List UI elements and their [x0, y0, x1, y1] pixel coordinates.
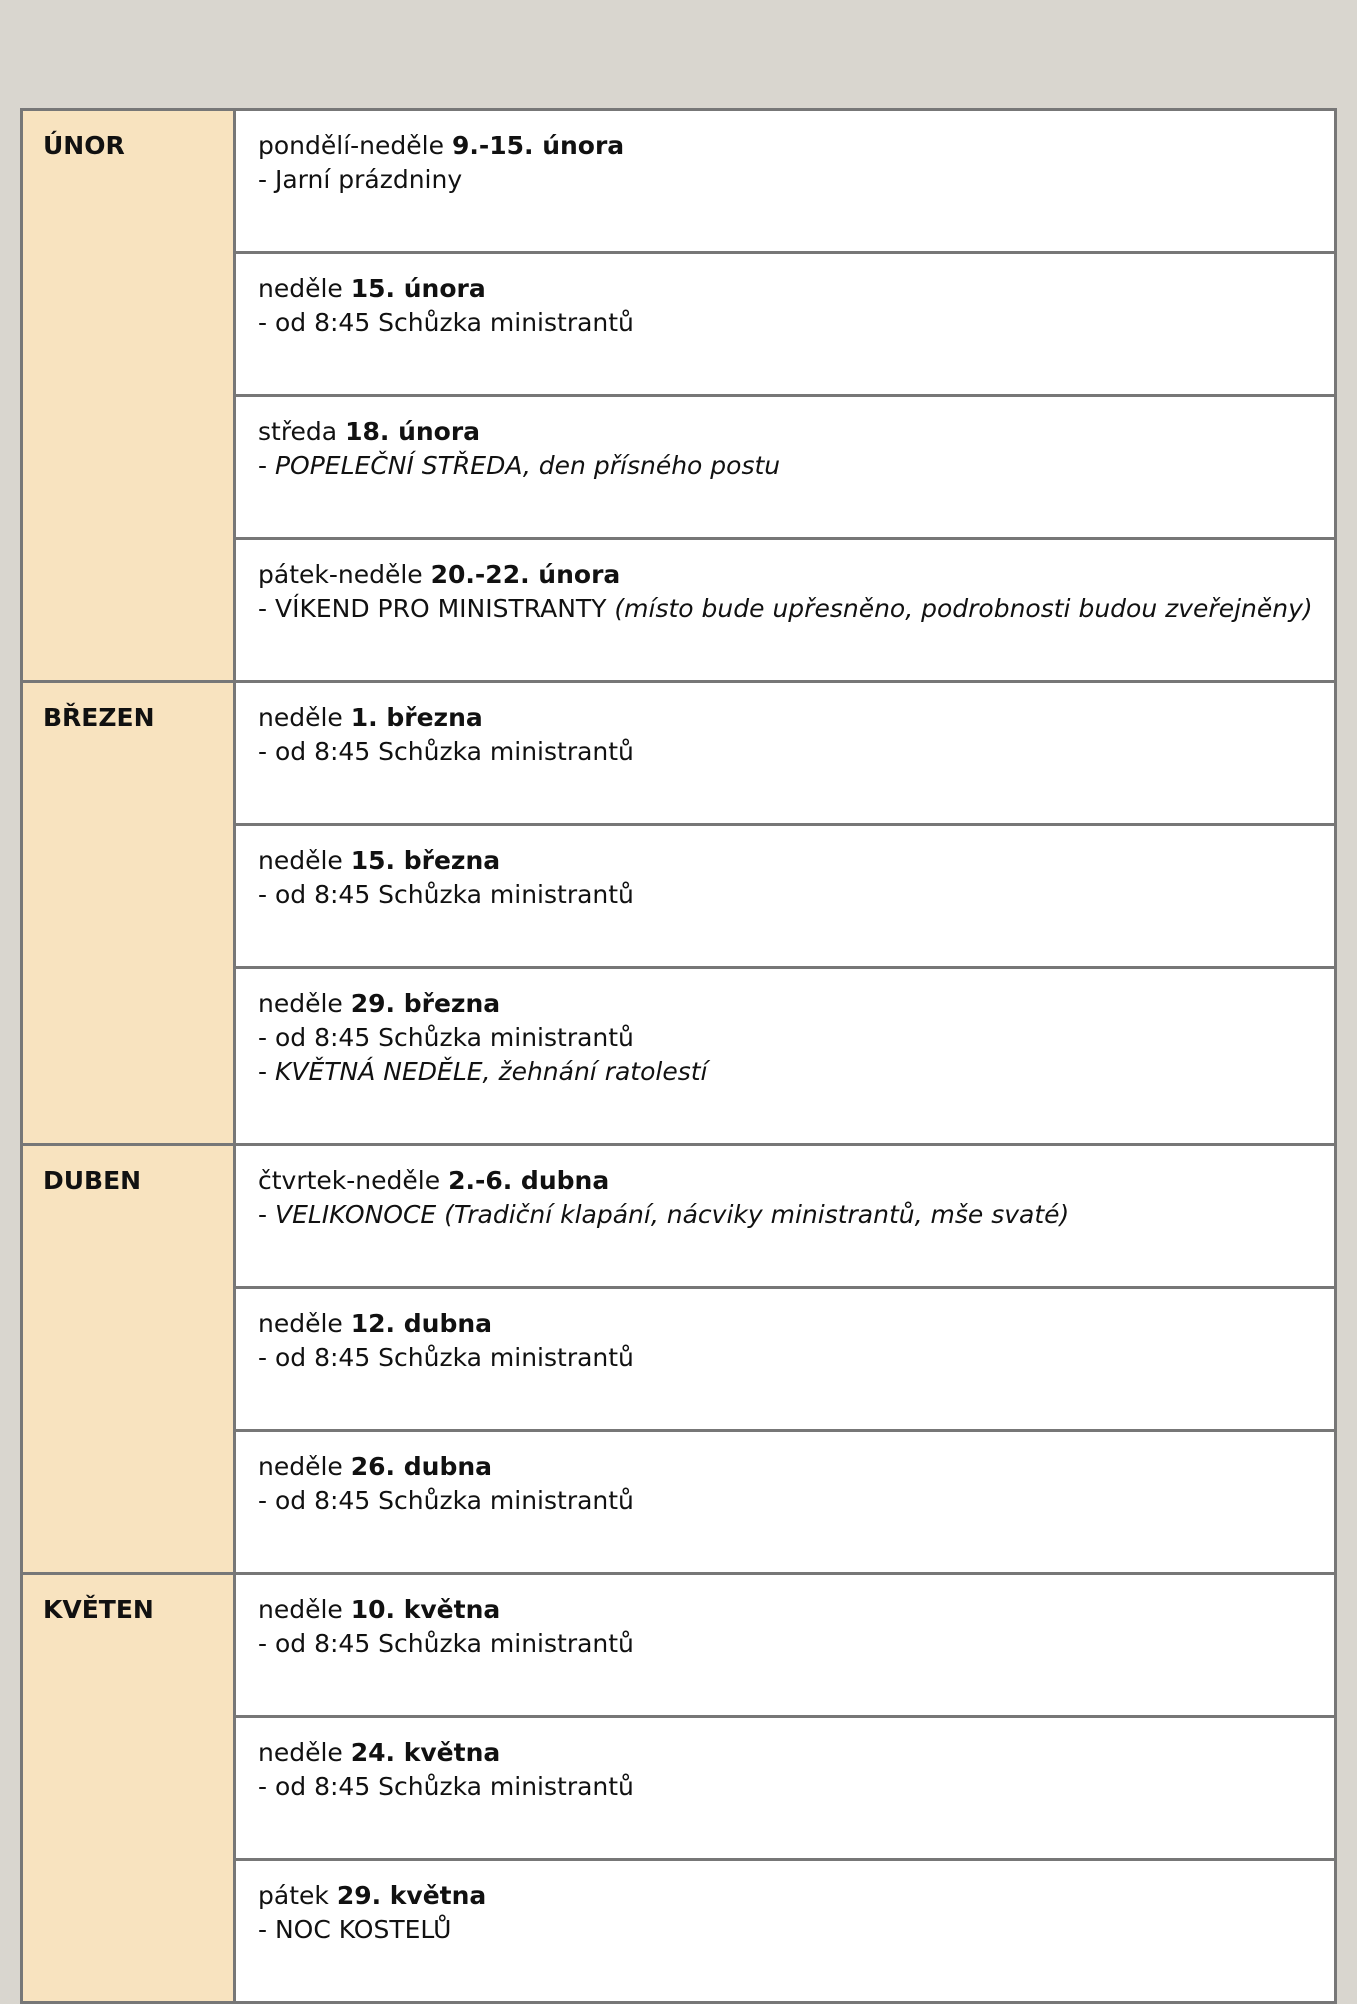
event-description [258, 735, 1314, 769]
event-date: 12. dubna [350, 1309, 493, 1338]
event-day-prefix: neděle [258, 1595, 343, 1624]
event-date-line [258, 844, 1314, 878]
event-date: 18. února [345, 417, 481, 446]
event-description [258, 1341, 1314, 1375]
schedule-row [22, 682, 1336, 825]
event-day-prefix: čtvrtek-neděle [258, 1166, 441, 1195]
event-date-line [258, 1736, 1314, 1770]
event-description [258, 1770, 1314, 1804]
event-day-prefix: neděle [258, 274, 343, 303]
event-cell [235, 682, 1336, 825]
event-description-text: - [258, 1200, 275, 1229]
event-description-note: (místo bude upřesněno, podrobnosti budou zveřejněny) [614, 594, 1313, 623]
event-description-note: KVĚTNÁ NEDĚLE, žehnání ratolestí [274, 1057, 708, 1086]
event-description-text: - [258, 451, 275, 480]
event-description-text: - [258, 1057, 275, 1086]
event-description-text: - od 8:45 Schůzka ministrantů [258, 880, 634, 909]
event-date-line [258, 1307, 1314, 1341]
event-date: 20.-22. února [430, 560, 621, 589]
event-cell [235, 1574, 1336, 1717]
event-description-text: - od 8:45 Schůzka ministrantů [258, 1772, 634, 1801]
event-cell [235, 110, 1336, 253]
schedule-body [22, 110, 1336, 2003]
event-cell [235, 825, 1336, 968]
event-description [258, 163, 1314, 197]
event-cell [235, 1717, 1336, 1860]
event-description [258, 878, 1314, 912]
event-cell [235, 1860, 1336, 2003]
event-description-text: - VÍKEND PRO MINISTRANTY [258, 594, 615, 623]
event-day-prefix: neděle [258, 989, 343, 1018]
event-cell [235, 1431, 1336, 1574]
event-date-line [258, 701, 1314, 735]
event-date-line [258, 1450, 1314, 1484]
event-date-line [258, 272, 1314, 306]
event-description-text: - od 8:45 Schůzka ministrantů [258, 1023, 634, 1052]
event-description [258, 306, 1314, 340]
event-cell [235, 1288, 1336, 1431]
event-date-line [258, 987, 1314, 1021]
event-date: 15. března [350, 846, 501, 875]
event-description [258, 1055, 1314, 1089]
event-cell [235, 1145, 1336, 1288]
event-cell [235, 396, 1336, 539]
event-day-prefix: neděle [258, 703, 343, 732]
event-description-text: - Jarní prázdniny [258, 165, 463, 194]
event-cell [235, 968, 1336, 1145]
event-date: 29. března [350, 989, 501, 1018]
event-day-prefix: neděle [258, 1452, 343, 1481]
schedule-row [22, 1145, 1336, 1288]
event-description-text: - NOC KOSTELŮ [258, 1915, 452, 1944]
event-day-prefix: středa [258, 417, 338, 446]
event-description-note: POPELEČNÍ STŘEDA, den přísného postu [274, 451, 781, 480]
event-date: 2.-6. dubna [448, 1166, 610, 1195]
event-description [258, 449, 1314, 483]
event-description-text: - od 8:45 Schůzka ministrantů [258, 1486, 634, 1515]
event-date: 9.-15. února [451, 131, 625, 160]
event-description [258, 1198, 1314, 1232]
event-description [258, 592, 1314, 626]
event-day-prefix: neděle [258, 1309, 343, 1338]
month-label: BŘEZEN [22, 682, 235, 1145]
event-description [258, 1913, 1314, 1947]
event-description-text: - od 8:45 Schůzka ministrantů [258, 1629, 634, 1658]
event-date: 15. února [350, 274, 486, 303]
month-label: ÚNOR [22, 110, 235, 682]
event-day-prefix: pátek-neděle [258, 560, 423, 589]
month-label: DUBEN [22, 1145, 235, 1574]
event-date: 24. května [350, 1738, 501, 1767]
schedule-row [22, 1574, 1336, 1717]
event-date-line [258, 1164, 1314, 1198]
event-date-line [258, 1879, 1314, 1913]
event-date: 1. března [350, 703, 483, 732]
event-day-prefix: neděle [258, 1738, 343, 1767]
event-description [258, 1021, 1314, 1055]
event-cell [235, 253, 1336, 396]
event-date: 29. května [336, 1881, 487, 1910]
event-description-text: - od 8:45 Schůzka ministrantů [258, 1343, 634, 1372]
event-date-line [258, 129, 1314, 163]
month-label: KVĚTEN [22, 1574, 235, 2003]
event-day-prefix: pondělí-neděle [258, 131, 444, 160]
event-day-prefix: neděle [258, 846, 343, 875]
event-date-line [258, 1593, 1314, 1627]
event-description [258, 1484, 1314, 1518]
event-date-line [258, 415, 1314, 449]
schedule-table [20, 108, 1337, 2004]
schedule-row [22, 110, 1336, 253]
event-description-text: - od 8:45 Schůzka ministrantů [258, 308, 634, 337]
event-cell [235, 539, 1336, 682]
event-day-prefix: pátek [258, 1881, 329, 1910]
event-date: 26. dubna [350, 1452, 493, 1481]
event-description-note: VELIKONOCE (Tradiční klapání, nácviky ministrantů, mše svaté) [274, 1200, 1070, 1229]
event-date: 10. května [350, 1595, 501, 1624]
event-date-line [258, 558, 1314, 592]
event-description-text: - od 8:45 Schůzka ministrantů [258, 737, 634, 766]
event-description [258, 1627, 1314, 1661]
